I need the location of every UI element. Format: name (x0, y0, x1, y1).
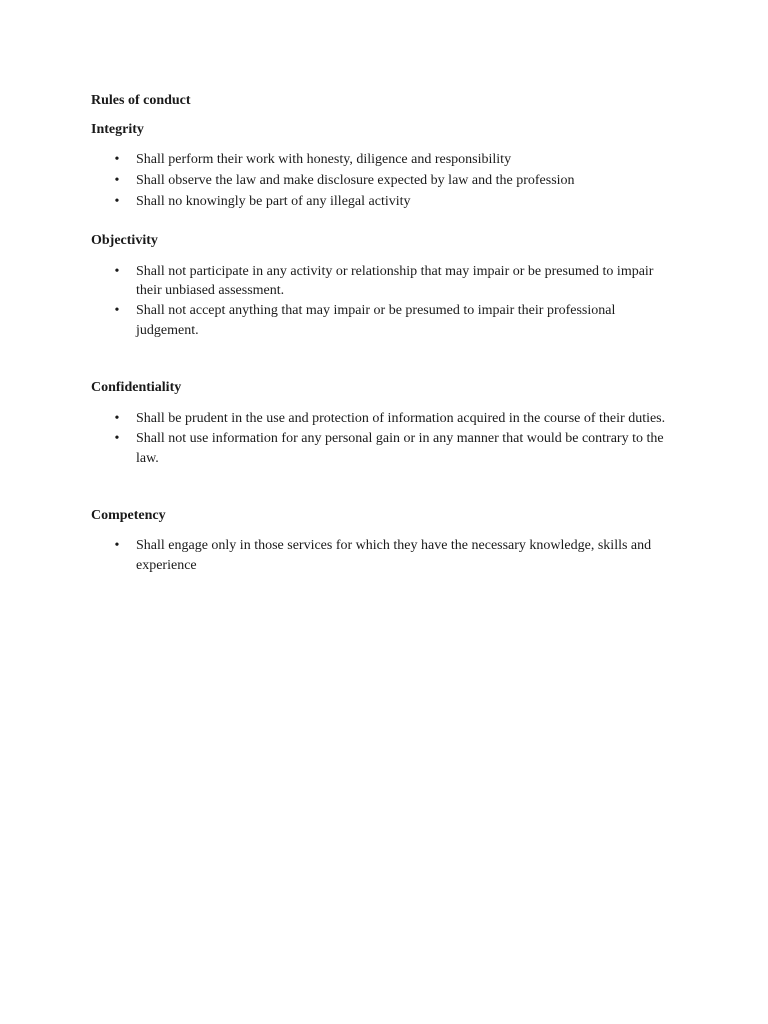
list-item (91, 536, 681, 575)
rule-list-integrity (91, 150, 681, 212)
list-item-text: Shall not participate in any activity or relationship that may impair or be presumed to impair their unbiased assessment. (136, 263, 654, 298)
list-item-text: Shall be prudent in the use and protection of information acquired in the course of their duties. (136, 411, 666, 426)
list-item (91, 429, 681, 468)
bullet-icon: • (114, 431, 120, 446)
list-item-text: Shall not accept anything that may impair or be presumed to impair their professional judgement. (136, 303, 616, 338)
bullet-icon: • (114, 303, 120, 318)
list-item-text: Shall not use information for any personal gain or in any manner that would be contrary to the law. (136, 431, 664, 466)
list-item (91, 301, 681, 340)
document-page (91, 91, 681, 575)
bullet-icon: • (114, 263, 120, 279)
list-item (91, 192, 681, 212)
list-item-text: Shall observe the law and make disclosure expected by law and the profession (136, 173, 575, 188)
bullet-icon: • (114, 152, 120, 167)
rule-list-objectivity (91, 262, 681, 341)
section-objectivity (91, 231, 681, 341)
section-integrity (91, 120, 681, 212)
list-item (91, 409, 681, 429)
bullet-icon: • (114, 538, 120, 553)
document-title: Rules of conduct (91, 93, 191, 108)
bullet-icon: • (114, 194, 120, 209)
section-confidentiality (91, 378, 681, 468)
list-item-text: Shall perform their work with honesty, diligence and responsibility (136, 152, 512, 167)
bullet-icon: • (114, 411, 120, 426)
list-item-text: Shall engage only in those services for which they have the necessary knowledge, skills and experience (136, 538, 652, 573)
bullet-icon: • (114, 173, 120, 188)
section-heading-confidentiality: Confidentiality (91, 380, 182, 395)
rule-list-confidentiality (91, 409, 681, 468)
section-competency (91, 506, 681, 575)
list-item (91, 171, 681, 191)
rule-list-competency (91, 536, 681, 575)
list-item (91, 262, 681, 301)
section-heading-integrity: Integrity (91, 122, 144, 137)
section-heading-competency: Competency (91, 508, 166, 523)
list-item-text: Shall no knowingly be part of any illegal activity (136, 194, 411, 209)
list-item (91, 150, 681, 170)
section-heading-objectivity: Objectivity (91, 232, 158, 248)
